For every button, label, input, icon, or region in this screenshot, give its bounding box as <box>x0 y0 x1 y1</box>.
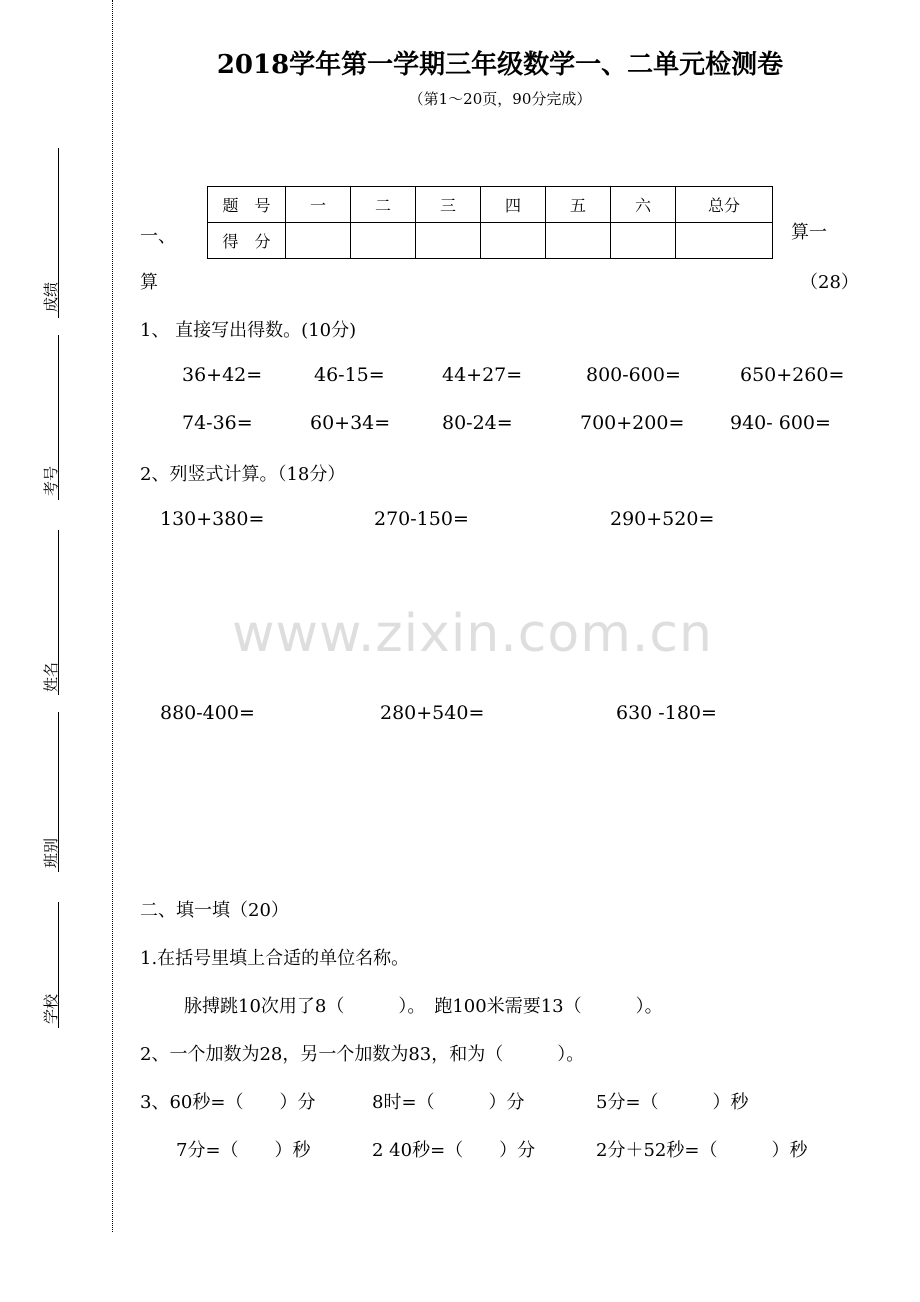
q1-problem: 36+42= <box>182 364 263 386</box>
s2-q3-item: 2 40秒=（ ）分 <box>372 1140 536 1161</box>
q1-problem: 650+260= <box>740 364 845 386</box>
s2-q3-item: 3、60秒=（ ）分 <box>140 1092 316 1113</box>
q1-problem: 44+27= <box>442 364 523 386</box>
s2-q3-item: 2分＋52秒=（ ）秒 <box>596 1140 808 1161</box>
score-input-cell[interactable] <box>481 223 546 259</box>
score-table-header-row <box>208 187 773 223</box>
s2-q3-item: 8时=（ ）分 <box>372 1092 525 1113</box>
table-cell: 六 <box>611 187 676 223</box>
table-cell: 三 <box>416 187 481 223</box>
score-input-cell[interactable] <box>611 223 676 259</box>
q2-problem: 880-400= <box>160 702 255 724</box>
q1-problem: 700+200= <box>580 412 685 434</box>
score-table-score-row <box>208 223 773 259</box>
section1-title-part2: 算 <box>140 272 158 293</box>
table-cell: 五 <box>546 187 611 223</box>
section2-title: 二、填一填（20） <box>140 900 289 921</box>
page-subtitle: （第1～20页，90分完成） <box>408 90 592 108</box>
q2-problem: 630 -180= <box>616 702 717 724</box>
table-cell: 总分 <box>676 187 773 223</box>
q1-problem: 46-15= <box>314 364 385 386</box>
margin-label-exam-number: 考号 <box>42 465 60 496</box>
q2-title: 2、列竖式计算。（18分） <box>140 464 346 485</box>
q2-problem: 290+520= <box>610 508 715 530</box>
margin-label-score: 成绩 <box>42 281 60 312</box>
q1-problem: 74-36= <box>182 412 253 434</box>
table-cell: 得 分 <box>208 223 286 259</box>
margin-label-class: 班别 <box>42 837 60 868</box>
table-cell: 一 <box>286 187 351 223</box>
watermark-text: www.zixin.com.cn <box>232 604 713 664</box>
q1-title: 1、 直接写出得数。(10分) <box>140 320 357 341</box>
q1-problem: 800-600= <box>586 364 681 386</box>
s2-q3-item: 7分=（ ）秒 <box>176 1140 311 1161</box>
score-input-cell[interactable] <box>351 223 416 259</box>
section1-points: （28） <box>800 272 859 293</box>
table-cell: 题 号 <box>208 187 286 223</box>
s2-q1-title: 1.在括号里填上合适的单位名称。 <box>140 948 410 969</box>
score-input-cell[interactable] <box>286 223 351 259</box>
q2-problem: 130+380= <box>160 508 265 530</box>
q1-problem: 60+34= <box>310 412 391 434</box>
q2-problem: 270-150= <box>374 508 469 530</box>
section1-prefix: 一、 <box>140 226 176 247</box>
q1-problem: 940- 600= <box>730 412 831 434</box>
margin-label-school: 学校 <box>42 993 60 1024</box>
score-input-cell[interactable] <box>546 223 611 259</box>
q2-problem: 280+540= <box>380 702 485 724</box>
section1-title-part1: 算一 <box>791 222 827 243</box>
page-title: 2018学年第一学期三年级数学一、二单元检测卷 <box>216 50 784 80</box>
s2-q3-item: 5分=（ ）秒 <box>596 1092 749 1113</box>
q1-problem: 80-24= <box>442 412 513 434</box>
table-cell: 四 <box>481 187 546 223</box>
s2-q2-line: 2、一个加数为28，另一个加数为83，和为（ ）。 <box>140 1044 585 1065</box>
table-cell: 二 <box>351 187 416 223</box>
score-input-cell[interactable] <box>676 223 773 259</box>
binding-dotted-line <box>112 0 113 1232</box>
s2-q1-line: 脉搏跳10次用了8（ ）。 跑100米需要13（ ）。 <box>184 996 663 1017</box>
score-input-cell[interactable] <box>416 223 481 259</box>
margin-label-name: 姓名 <box>42 661 60 692</box>
score-table <box>207 186 773 259</box>
